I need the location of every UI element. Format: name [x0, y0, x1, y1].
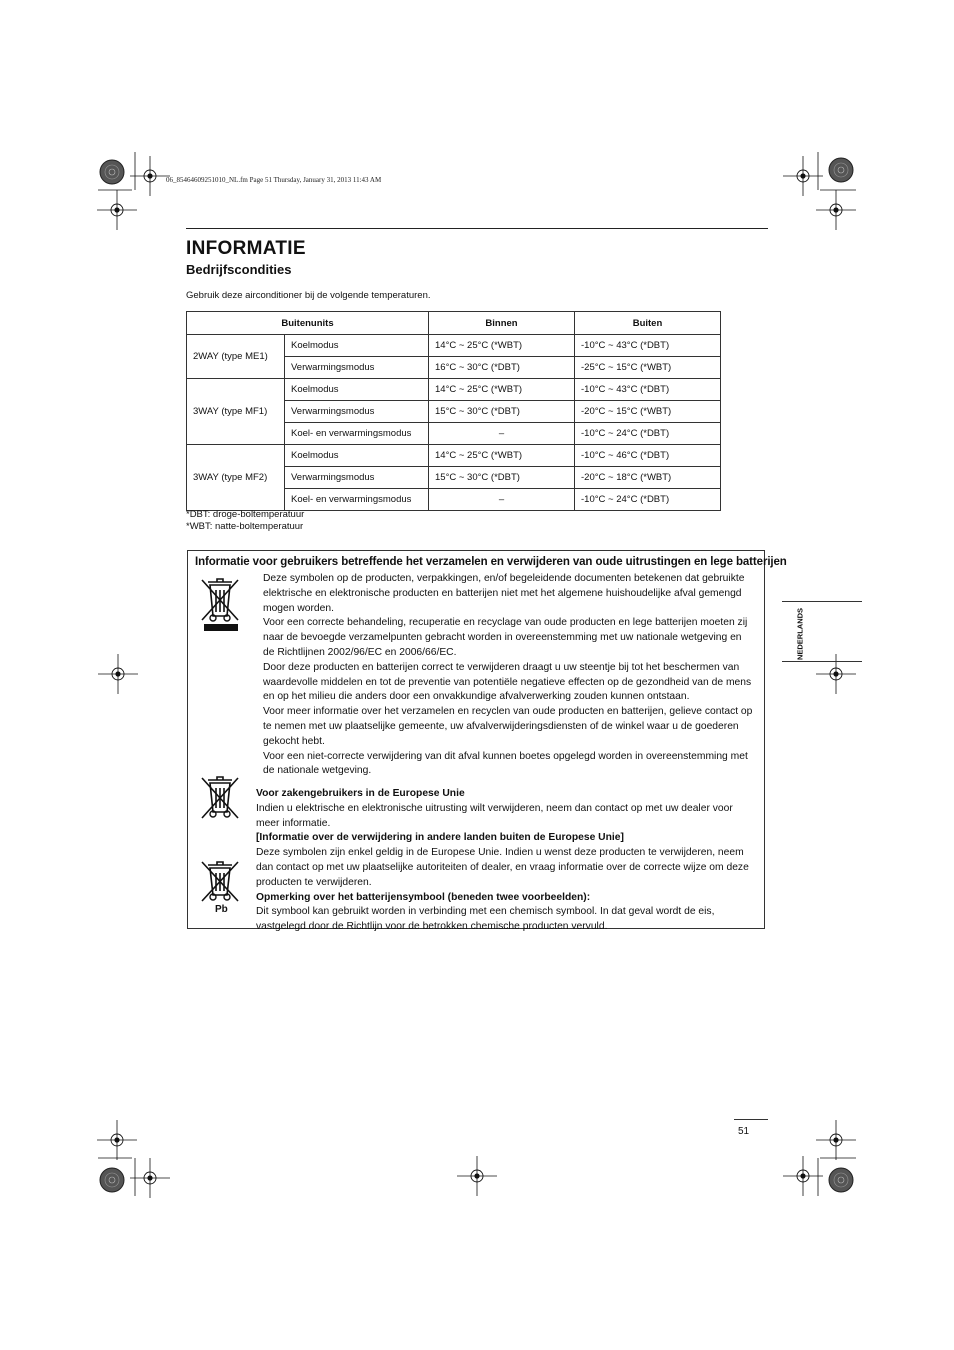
col-header-outside: Buiten — [575, 312, 721, 335]
inside-cell: 16°C ~ 30°C (*DBT) — [429, 357, 575, 379]
outside-cell: -10°C ~ 43°C (*DBT) — [575, 379, 721, 401]
mode-cell: Koel- en verwarmingsmodus — [285, 423, 429, 445]
business-heading: Voor zakengebruikers in de Europese Unie — [256, 788, 465, 799]
mode-cell: Verwarmingsmodus — [285, 357, 429, 379]
inside-cell: – — [429, 489, 575, 511]
outside-cell: -10°C ~ 24°C (*DBT) — [575, 489, 721, 511]
language-tab-label: NEDERLANDS — [795, 607, 805, 661]
info-paragraph: Voor een niet-correcte verwijdering van dit afval kunnen boetes opgelegd worden in overeenstemming met de nationale wetgeving. — [263, 750, 748, 777]
inside-cell: 14°C ~ 25°C (*WBT) — [429, 445, 575, 467]
crossed-bin-icon — [198, 772, 244, 822]
table-row — [187, 335, 721, 357]
mode-cell: Koelmodus — [285, 335, 429, 357]
mode-cell: Koelmodus — [285, 379, 429, 401]
outside-cell: -10°C ~ 24°C (*DBT) — [575, 423, 721, 445]
language-tab — [794, 607, 806, 661]
footnote-dbt: *DBT: droge-boltemperatuur — [186, 509, 305, 520]
info-box-title: Informatie voor gebruikers betreffende het verzamelen en verwijderen van oude uitrustingen en lege batterijen — [195, 556, 787, 568]
header-rule — [186, 228, 768, 229]
outside-eu-heading: [Informatie over de verwijdering in andere landen buiten de Europese Unie] — [256, 832, 624, 844]
business-text: Indien u elektrische en elektronische uitrusting wilt verwijderen, neem dan contact op met uw dealer voor meer informatie. — [256, 802, 733, 829]
inside-cell: 15°C ~ 30°C (*DBT) — [429, 401, 575, 423]
outside-cell: -20°C ~ 18°C (*WBT) — [575, 467, 721, 489]
mode-cell: Koelmodus — [285, 445, 429, 467]
col-header-units: Buitenunits — [187, 312, 429, 335]
inside-cell: 15°C ~ 30°C (*DBT) — [429, 467, 575, 489]
crossed-bin-icon — [198, 857, 244, 905]
page-number: 51 — [738, 1126, 750, 1137]
print-meta: 06_85464609251010_NL.fm Page 51 Thursday, January 31, 2013 11:43 AM — [166, 176, 382, 184]
outside-cell: -20°C ~ 15°C (*WBT) — [575, 401, 721, 423]
table-row — [187, 379, 721, 401]
mode-cell: Verwarmingsmodus — [285, 467, 429, 489]
intro-text: Gebruik deze airconditioner bij de volgende temperaturen. — [186, 290, 431, 301]
unit-cell: 2WAY (type ME1) — [187, 335, 285, 379]
outside-eu-text: Deze symbolen zijn enkel geldig in de Europese Unie. Indien u wenst deze producten te verwijderen, neem dan contact op met uw plaatselijke autoriteiten of dealer, en vraag informatie over de correcte wijze om deze producten te verwijderen. — [256, 847, 749, 888]
outside-cell: -25°C ~ 15°C (*WBT) — [575, 357, 721, 379]
crossed-bin-icon — [198, 574, 244, 634]
footnote-wbt: *WBT: natte-boltemperatuur — [186, 521, 304, 532]
outside-cell: -10°C ~ 43°C (*DBT) — [575, 335, 721, 357]
info-paragraph: Door deze producten en batterijen correct te verwijderen draagt u uw steentje bij tot het beschermen van waardevolle middelen en tot de preventie van potentiële negatieve effecten op de gezondheid van de mens en op het milieu die anders door een onvakkundige afvalverwerking zouden kunnen ontstaan. — [263, 661, 752, 703]
outside-cell: -10°C ~ 46°C (*DBT) — [575, 445, 721, 467]
info-paragraph: Deze symbolen op de producten, verpakkingen, en/of begeleidende documenten betekenen dat gebruikte elektrische en elektronische producten en batterijen niet met het algemene huishoudelijke afval gemengd mogen worden. — [263, 573, 745, 614]
unit-cell: 3WAY (type MF2) — [187, 445, 285, 511]
side-tab-top-rule — [782, 601, 862, 602]
page-title: INFORMATIE — [186, 238, 306, 259]
business-section — [256, 787, 756, 935]
table-header-row — [187, 312, 721, 335]
info-paragraph: Voor een correcte behandeling, recuperatie en recyclage van oude producten en lege batterijen moeten zij naar de bevoegde verzamelpunten gebracht worden in overeenstemming met uw nationale wetgeving en de Richtlijnen 2002/96/EC en 2006/66/EC. — [263, 617, 748, 658]
info-paragraphs — [263, 572, 755, 779]
temperature-table — [186, 311, 721, 511]
mode-cell: Koel- en verwarmingsmodus — [285, 489, 429, 511]
inside-cell: 14°C ~ 25°C (*WBT) — [429, 379, 575, 401]
info-paragraph: Voor meer informatie over het verzamelen en recyclen van oude producten en batterijen, gelieve contact op te nemen met uw plaatselijke gemeente, uw afvalverwijderingsdiensten of de winkel waar u de goederen gekocht hebt. — [263, 706, 753, 747]
unit-cell: 3WAY (type MF1) — [187, 379, 285, 445]
page-number-rule — [734, 1119, 768, 1120]
pb-label: Pb — [215, 904, 228, 915]
table-row — [187, 445, 721, 467]
battery-heading: Opmerking over het batterijensymbool (beneden twee voorbeelden): — [256, 891, 591, 903]
battery-text: Dit symbool kan gebruikt worden in verbinding met een chemisch symbool. In dat geval wordt de eis, vastgelegd door de Richtlijn voor de betrokken chemische producten vervuld. — [256, 906, 715, 933]
col-header-inside: Binnen — [429, 312, 575, 335]
side-tab-bottom-rule — [782, 661, 862, 662]
mode-cell: Verwarmingsmodus — [285, 401, 429, 423]
inside-cell: – — [429, 423, 575, 445]
section-title: Bedrijfscondities — [186, 262, 292, 277]
inside-cell: 14°C ~ 25°C (*WBT) — [429, 335, 575, 357]
